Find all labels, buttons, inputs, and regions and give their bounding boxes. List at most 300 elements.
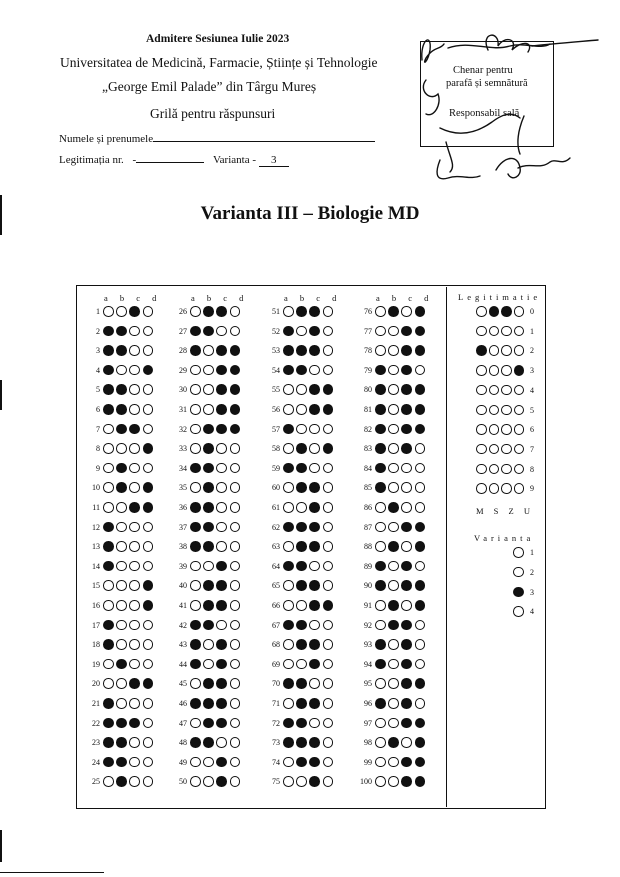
answer-bubble[interactable] [116, 600, 127, 611]
answer-bubble[interactable] [401, 659, 412, 670]
legitimatie-bubble[interactable] [476, 424, 487, 435]
answer-bubble[interactable] [230, 678, 241, 689]
answer-bubble[interactable] [309, 620, 320, 631]
answer-bubble[interactable] [143, 776, 154, 787]
answer-bubble[interactable] [323, 698, 334, 709]
answer-bubble[interactable] [230, 522, 241, 533]
answer-bubble[interactable] [116, 678, 127, 689]
answer-bubble[interactable] [216, 678, 227, 689]
answer-bubble[interactable] [230, 737, 241, 748]
answer-bubble[interactable] [103, 384, 114, 395]
answer-bubble[interactable] [129, 698, 140, 709]
answer-bubble[interactable] [190, 678, 201, 689]
answer-bubble[interactable] [103, 424, 114, 435]
answer-bubble[interactable] [401, 384, 412, 395]
answer-bubble[interactable] [283, 345, 294, 356]
answer-bubble[interactable] [296, 365, 307, 376]
answer-bubble[interactable] [103, 659, 114, 670]
answer-bubble[interactable] [388, 384, 399, 395]
answer-bubble[interactable] [216, 561, 227, 572]
answer-bubble[interactable] [116, 620, 127, 631]
answer-bubble[interactable] [190, 600, 201, 611]
answer-bubble[interactable] [230, 326, 241, 337]
legitimatie-bubble[interactable] [476, 483, 487, 494]
answer-bubble[interactable] [103, 776, 114, 787]
answer-bubble[interactable] [283, 502, 294, 513]
answer-bubble[interactable] [129, 424, 140, 435]
answer-bubble[interactable] [309, 522, 320, 533]
answer-bubble[interactable] [283, 737, 294, 748]
answer-bubble[interactable] [103, 502, 114, 513]
answer-bubble[interactable] [129, 522, 140, 533]
answer-bubble[interactable] [230, 698, 241, 709]
answer-bubble[interactable] [388, 698, 399, 709]
answer-bubble[interactable] [388, 424, 399, 435]
answer-bubble[interactable] [309, 600, 320, 611]
answer-bubble[interactable] [203, 502, 214, 513]
answer-bubble[interactable] [103, 698, 114, 709]
answer-bubble[interactable] [296, 463, 307, 474]
legitimatie-bubble[interactable] [489, 424, 500, 435]
answer-bubble[interactable] [129, 659, 140, 670]
answer-bubble[interactable] [103, 326, 114, 337]
answer-bubble[interactable] [323, 639, 334, 650]
answer-bubble[interactable] [296, 384, 307, 395]
answer-bubble[interactable] [203, 776, 214, 787]
answer-bubble[interactable] [116, 737, 127, 748]
answer-bubble[interactable] [401, 404, 412, 415]
answer-bubble[interactable] [190, 345, 201, 356]
answer-bubble[interactable] [283, 678, 294, 689]
answer-bubble[interactable] [309, 482, 320, 493]
answer-bubble[interactable] [296, 600, 307, 611]
answer-bubble[interactable] [203, 580, 214, 591]
answer-bubble[interactable] [388, 718, 399, 729]
answer-bubble[interactable] [401, 522, 412, 533]
answer-bubble[interactable] [401, 424, 412, 435]
answer-bubble[interactable] [296, 404, 307, 415]
answer-bubble[interactable] [230, 580, 241, 591]
answer-bubble[interactable] [309, 561, 320, 572]
answer-bubble[interactable] [415, 384, 426, 395]
answer-bubble[interactable] [190, 718, 201, 729]
legitimatie-bubble[interactable] [476, 464, 487, 475]
answer-bubble[interactable] [388, 580, 399, 591]
answer-bubble[interactable] [203, 384, 214, 395]
answer-bubble[interactable] [116, 424, 127, 435]
answer-bubble[interactable] [375, 482, 386, 493]
answer-bubble[interactable] [129, 404, 140, 415]
answer-bubble[interactable] [323, 737, 334, 748]
answer-bubble[interactable] [401, 502, 412, 513]
legitimatie-bubble[interactable] [476, 306, 487, 317]
answer-bubble[interactable] [375, 718, 386, 729]
answer-bubble[interactable] [203, 463, 214, 474]
answer-bubble[interactable] [375, 463, 386, 474]
answer-bubble[interactable] [190, 737, 201, 748]
answer-bubble[interactable] [323, 326, 334, 337]
answer-bubble[interactable] [296, 620, 307, 631]
answer-bubble[interactable] [203, 659, 214, 670]
answer-bubble[interactable] [388, 737, 399, 748]
answer-bubble[interactable] [309, 345, 320, 356]
legitimatie-bubble[interactable] [514, 326, 525, 337]
answer-bubble[interactable] [388, 620, 399, 631]
answer-bubble[interactable] [296, 424, 307, 435]
answer-bubble[interactable] [375, 541, 386, 552]
answer-bubble[interactable] [203, 424, 214, 435]
answer-bubble[interactable] [230, 639, 241, 650]
answer-bubble[interactable] [375, 776, 386, 787]
answer-bubble[interactable] [143, 580, 154, 591]
answer-bubble[interactable] [296, 345, 307, 356]
answer-bubble[interactable] [129, 306, 140, 317]
answer-bubble[interactable] [296, 561, 307, 572]
answer-bubble[interactable] [216, 463, 227, 474]
answer-bubble[interactable] [296, 580, 307, 591]
legitimatie-bubble[interactable] [501, 483, 512, 494]
answer-bubble[interactable] [283, 698, 294, 709]
answer-bubble[interactable] [190, 757, 201, 768]
answer-bubble[interactable] [203, 443, 214, 454]
answer-bubble[interactable] [388, 345, 399, 356]
answer-bubble[interactable] [116, 345, 127, 356]
answer-bubble[interactable] [401, 345, 412, 356]
answer-bubble[interactable] [203, 404, 214, 415]
answer-bubble[interactable] [143, 502, 154, 513]
answer-bubble[interactable] [129, 639, 140, 650]
answer-bubble[interactable] [103, 600, 114, 611]
answer-bubble[interactable] [309, 443, 320, 454]
answer-bubble[interactable] [375, 326, 386, 337]
answer-bubble[interactable] [190, 620, 201, 631]
answer-bubble[interactable] [375, 404, 386, 415]
answer-bubble[interactable] [129, 541, 140, 552]
answer-bubble[interactable] [415, 776, 426, 787]
answer-bubble[interactable] [388, 443, 399, 454]
answer-bubble[interactable] [401, 678, 412, 689]
answer-bubble[interactable] [415, 737, 426, 748]
answer-bubble[interactable] [388, 482, 399, 493]
answer-bubble[interactable] [283, 306, 294, 317]
answer-bubble[interactable] [283, 482, 294, 493]
answer-bubble[interactable] [129, 718, 140, 729]
answer-bubble[interactable] [116, 306, 127, 317]
answer-bubble[interactable] [388, 600, 399, 611]
legitimatie-bubble[interactable] [501, 306, 512, 317]
answer-bubble[interactable] [415, 404, 426, 415]
answer-bubble[interactable] [415, 326, 426, 337]
answer-bubble[interactable] [116, 757, 127, 768]
answer-bubble[interactable] [116, 776, 127, 787]
answer-bubble[interactable] [309, 757, 320, 768]
answer-bubble[interactable] [230, 482, 241, 493]
answer-bubble[interactable] [230, 718, 241, 729]
answer-bubble[interactable] [216, 659, 227, 670]
answer-bubble[interactable] [103, 541, 114, 552]
answer-bubble[interactable] [190, 482, 201, 493]
answer-bubble[interactable] [103, 306, 114, 317]
answer-bubble[interactable] [415, 580, 426, 591]
answer-bubble[interactable] [309, 659, 320, 670]
answer-bubble[interactable] [388, 522, 399, 533]
answer-bubble[interactable] [190, 365, 201, 376]
answer-bubble[interactable] [116, 384, 127, 395]
answer-bubble[interactable] [388, 502, 399, 513]
answer-bubble[interactable] [216, 306, 227, 317]
answer-bubble[interactable] [309, 776, 320, 787]
answer-bubble[interactable] [401, 600, 412, 611]
answer-bubble[interactable] [323, 580, 334, 591]
answer-bubble[interactable] [401, 365, 412, 376]
answer-bubble[interactable] [309, 384, 320, 395]
answer-bubble[interactable] [283, 384, 294, 395]
answer-bubble[interactable] [203, 482, 214, 493]
answer-bubble[interactable] [283, 659, 294, 670]
answer-bubble[interactable] [203, 326, 214, 337]
answer-bubble[interactable] [283, 404, 294, 415]
answer-bubble[interactable] [216, 757, 227, 768]
answer-bubble[interactable] [323, 620, 334, 631]
answer-bubble[interactable] [203, 561, 214, 572]
legitimatie-bubble[interactable] [501, 464, 512, 475]
answer-bubble[interactable] [296, 757, 307, 768]
answer-bubble[interactable] [103, 620, 114, 631]
answer-bubble[interactable] [309, 718, 320, 729]
answer-bubble[interactable] [283, 541, 294, 552]
answer-bubble[interactable] [216, 326, 227, 337]
answer-bubble[interactable] [230, 541, 241, 552]
answer-bubble[interactable] [375, 522, 386, 533]
answer-bubble[interactable] [323, 306, 334, 317]
answer-bubble[interactable] [143, 404, 154, 415]
answer-bubble[interactable] [375, 502, 386, 513]
answer-bubble[interactable] [129, 757, 140, 768]
answer-bubble[interactable] [401, 737, 412, 748]
answer-bubble[interactable] [415, 639, 426, 650]
answer-bubble[interactable] [216, 580, 227, 591]
legitimatie-bubble[interactable] [489, 405, 500, 416]
answer-bubble[interactable] [143, 678, 154, 689]
answer-bubble[interactable] [296, 659, 307, 670]
legitimatie-bubble[interactable] [476, 345, 487, 356]
answer-bubble[interactable] [375, 424, 386, 435]
answer-bubble[interactable] [296, 678, 307, 689]
legitimatie-bubble[interactable] [489, 345, 500, 356]
answer-bubble[interactable] [129, 737, 140, 748]
answer-bubble[interactable] [190, 443, 201, 454]
varianta-bubble[interactable] [513, 606, 524, 617]
answer-bubble[interactable] [401, 757, 412, 768]
answer-bubble[interactable] [230, 306, 241, 317]
answer-bubble[interactable] [103, 737, 114, 748]
answer-bubble[interactable] [203, 306, 214, 317]
varianta-bubble[interactable] [513, 547, 524, 558]
answer-bubble[interactable] [296, 541, 307, 552]
answer-bubble[interactable] [203, 678, 214, 689]
answer-bubble[interactable] [143, 639, 154, 650]
answer-bubble[interactable] [388, 306, 399, 317]
answer-bubble[interactable] [283, 443, 294, 454]
answer-bubble[interactable] [309, 678, 320, 689]
answer-bubble[interactable] [415, 678, 426, 689]
answer-bubble[interactable] [401, 561, 412, 572]
answer-bubble[interactable] [129, 365, 140, 376]
answer-bubble[interactable] [129, 384, 140, 395]
legitimatie-bubble[interactable] [501, 424, 512, 435]
answer-bubble[interactable] [103, 463, 114, 474]
answer-bubble[interactable] [401, 443, 412, 454]
answer-bubble[interactable] [203, 698, 214, 709]
answer-bubble[interactable] [323, 345, 334, 356]
answer-bubble[interactable] [375, 345, 386, 356]
answer-bubble[interactable] [143, 522, 154, 533]
answer-bubble[interactable] [309, 502, 320, 513]
answer-bubble[interactable] [103, 678, 114, 689]
answer-bubble[interactable] [216, 737, 227, 748]
answer-bubble[interactable] [415, 600, 426, 611]
legitimatie-bubble[interactable] [476, 444, 487, 455]
answer-bubble[interactable] [116, 561, 127, 572]
answer-bubble[interactable] [103, 580, 114, 591]
answer-bubble[interactable] [116, 502, 127, 513]
answer-bubble[interactable] [129, 561, 140, 572]
answer-bubble[interactable] [203, 365, 214, 376]
answer-bubble[interactable] [143, 306, 154, 317]
answer-bubble[interactable] [283, 580, 294, 591]
answer-bubble[interactable] [375, 306, 386, 317]
answer-bubble[interactable] [143, 600, 154, 611]
legitimatie-bubble[interactable] [476, 405, 487, 416]
legitimatie-bubble[interactable] [489, 306, 500, 317]
answer-bubble[interactable] [323, 776, 334, 787]
answer-bubble[interactable] [323, 718, 334, 729]
legitimatie-bubble[interactable] [501, 444, 512, 455]
answer-bubble[interactable] [309, 326, 320, 337]
answer-bubble[interactable] [309, 639, 320, 650]
legitimatie-bubble[interactable] [476, 365, 487, 376]
answer-bubble[interactable] [388, 463, 399, 474]
answer-bubble[interactable] [296, 698, 307, 709]
answer-bubble[interactable] [230, 384, 241, 395]
answer-bubble[interactable] [296, 482, 307, 493]
answer-bubble[interactable] [388, 659, 399, 670]
answer-bubble[interactable] [415, 541, 426, 552]
answer-bubble[interactable] [129, 600, 140, 611]
legitimatie-bubble[interactable] [501, 405, 512, 416]
answer-bubble[interactable] [216, 698, 227, 709]
answer-bubble[interactable] [203, 718, 214, 729]
answer-bubble[interactable] [375, 678, 386, 689]
answer-bubble[interactable] [190, 463, 201, 474]
answer-bubble[interactable] [388, 757, 399, 768]
answer-bubble[interactable] [190, 776, 201, 787]
answer-bubble[interactable] [415, 620, 426, 631]
answer-bubble[interactable] [103, 757, 114, 768]
legitimatie-bubble[interactable] [489, 365, 500, 376]
answer-bubble[interactable] [103, 345, 114, 356]
legitimatie-bubble[interactable] [501, 345, 512, 356]
answer-bubble[interactable] [309, 541, 320, 552]
answer-bubble[interactable] [375, 639, 386, 650]
answer-bubble[interactable] [296, 502, 307, 513]
answer-bubble[interactable] [143, 443, 154, 454]
answer-bubble[interactable] [203, 639, 214, 650]
answer-bubble[interactable] [190, 306, 201, 317]
answer-bubble[interactable] [401, 482, 412, 493]
answer-bubble[interactable] [283, 620, 294, 631]
answer-bubble[interactable] [323, 404, 334, 415]
answer-bubble[interactable] [309, 424, 320, 435]
answer-bubble[interactable] [216, 620, 227, 631]
answer-bubble[interactable] [283, 424, 294, 435]
answer-bubble[interactable] [116, 718, 127, 729]
answer-bubble[interactable] [143, 384, 154, 395]
answer-bubble[interactable] [216, 482, 227, 493]
answer-bubble[interactable] [190, 580, 201, 591]
answer-bubble[interactable] [190, 541, 201, 552]
answer-bubble[interactable] [323, 384, 334, 395]
answer-bubble[interactable] [116, 326, 127, 337]
answer-bubble[interactable] [103, 718, 114, 729]
answer-bubble[interactable] [283, 600, 294, 611]
answer-bubble[interactable] [415, 482, 426, 493]
answer-bubble[interactable] [116, 580, 127, 591]
answer-bubble[interactable] [401, 463, 412, 474]
varianta-bubble[interactable] [513, 567, 524, 578]
answer-bubble[interactable] [415, 502, 426, 513]
answer-bubble[interactable] [116, 639, 127, 650]
answer-bubble[interactable] [129, 345, 140, 356]
answer-bubble[interactable] [129, 502, 140, 513]
varianta-bubble[interactable] [513, 587, 524, 598]
answer-bubble[interactable] [309, 580, 320, 591]
answer-bubble[interactable] [216, 443, 227, 454]
answer-bubble[interactable] [116, 698, 127, 709]
answer-bubble[interactable] [143, 424, 154, 435]
legitimatie-bubble[interactable] [476, 326, 487, 337]
answer-bubble[interactable] [190, 561, 201, 572]
answer-bubble[interactable] [203, 737, 214, 748]
answer-bubble[interactable] [116, 365, 127, 376]
answer-bubble[interactable] [143, 326, 154, 337]
answer-bubble[interactable] [216, 502, 227, 513]
answer-bubble[interactable] [216, 639, 227, 650]
answer-bubble[interactable] [375, 737, 386, 748]
answer-bubble[interactable] [203, 522, 214, 533]
answer-bubble[interactable] [375, 600, 386, 611]
answer-bubble[interactable] [296, 776, 307, 787]
answer-bubble[interactable] [283, 522, 294, 533]
answer-bubble[interactable] [103, 404, 114, 415]
answer-bubble[interactable] [296, 326, 307, 337]
legitimatie-bubble[interactable] [489, 464, 500, 475]
answer-bubble[interactable] [296, 737, 307, 748]
answer-bubble[interactable] [375, 384, 386, 395]
answer-bubble[interactable] [203, 620, 214, 631]
answer-bubble[interactable] [323, 482, 334, 493]
answer-bubble[interactable] [216, 384, 227, 395]
answer-bubble[interactable] [116, 404, 127, 415]
answer-bubble[interactable] [129, 620, 140, 631]
answer-bubble[interactable] [375, 561, 386, 572]
answer-bubble[interactable] [388, 326, 399, 337]
answer-bubble[interactable] [401, 718, 412, 729]
answer-bubble[interactable] [190, 639, 201, 650]
answer-bubble[interactable] [230, 502, 241, 513]
answer-bubble[interactable] [216, 424, 227, 435]
answer-bubble[interactable] [375, 580, 386, 591]
